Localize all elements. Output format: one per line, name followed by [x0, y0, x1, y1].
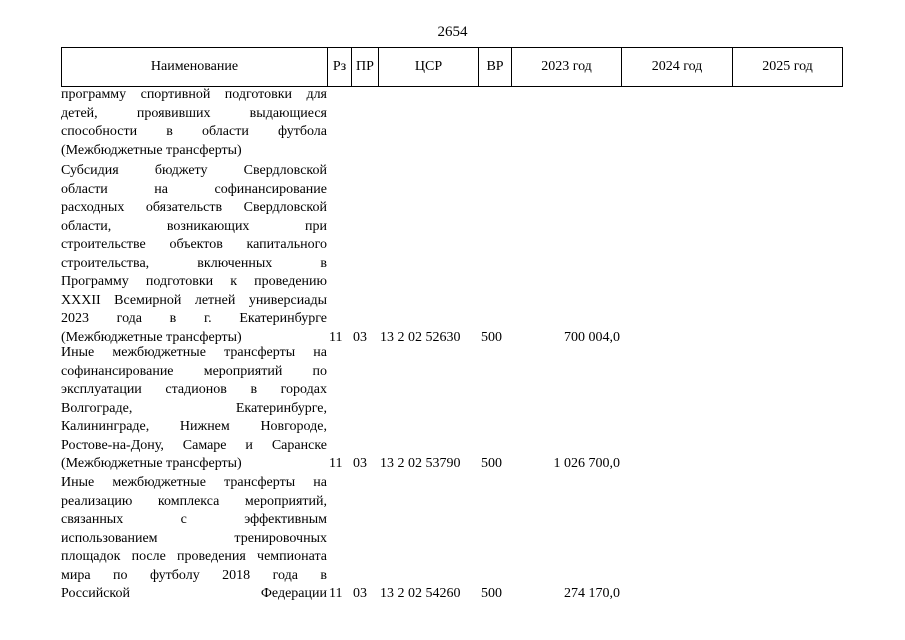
table-header — [61, 47, 843, 87]
cell-2023: 274 170,0 — [564, 586, 620, 601]
row-name-line: использованием тренировочных — [61, 530, 327, 546]
cell-pr: 03 — [353, 329, 367, 345]
header-name: Наименование — [62, 48, 328, 86]
cell-csr: 13 2 02 53790 — [380, 456, 461, 471]
header-vr: ВР — [479, 48, 512, 86]
row-name-line: программу спортивной подготовки для — [61, 87, 327, 102]
row-name-line: реализацию комплекса мероприятий, — [61, 493, 327, 509]
row-name-line: Программу подготовки к проведению — [61, 274, 327, 289]
header-csr: ЦСР — [379, 48, 479, 86]
cell-vr: 500 — [481, 586, 502, 601]
row-name — [61, 474, 327, 604]
row-name-line: связанных с эффективным — [61, 512, 327, 527]
row-name-line: области, возникающих при — [61, 218, 327, 234]
row-name-line: расходных обязательств Свердловской — [61, 200, 327, 215]
row-name-line: эксплуатации стадионов в городах — [61, 382, 327, 397]
row-name-line: строительства, включенных в — [61, 255, 327, 271]
page-number: 2654 — [437, 24, 468, 40]
row-name-line: строительстве объектов капитального — [61, 237, 327, 252]
row-name-line: Калининграде, Нижнем Новгороде, — [61, 419, 327, 434]
header-2024: 2024 год — [622, 48, 733, 86]
row-name-line: детей, проявивших выдающиеся — [61, 105, 327, 121]
row-name-line: Иные межбюджетные трансферты на — [61, 345, 327, 360]
row-name-line: софинансирование мероприятий по — [61, 363, 327, 379]
row-name-line: области на софинансирование — [61, 181, 327, 197]
cell-csr: 13 2 02 52630 — [380, 329, 461, 345]
row-name-line: (Межбюджетные трансферты) — [61, 456, 242, 471]
header-rz: Рз — [328, 48, 352, 86]
cell-rz: 11 — [329, 586, 343, 601]
header-2023: 2023 год — [512, 48, 622, 86]
row-name-line: Субсидия бюджету Свердловской — [61, 163, 327, 178]
row-name-line: площадок после проведения чемпионата — [61, 549, 327, 564]
row-name-line: 2023 года в г. Екатеринбурге — [61, 311, 327, 326]
cell-2023: 700 004,0 — [564, 329, 620, 345]
cell-vr: 500 — [481, 329, 502, 345]
header-pr: ПР — [352, 48, 379, 86]
cell-2023: 1 026 700,0 — [553, 456, 620, 471]
row-name-line: XXXII Всемирной летней универсиады — [61, 292, 327, 308]
cell-csr: 13 2 02 54260 — [380, 586, 461, 601]
row-name — [61, 86, 327, 160]
cell-rz: 11 — [329, 456, 343, 471]
row-name-line: Волгограде, Екатеринбурге, — [61, 400, 327, 416]
cell-pr: 03 — [353, 456, 367, 471]
row-name-line: Ростове-на-Дону, Самаре и Саранске — [61, 437, 327, 453]
row-name-line: Российской Федерации — [61, 586, 327, 601]
cell-vr: 500 — [481, 456, 502, 471]
cell-rz: 11 — [329, 329, 343, 345]
row-name — [61, 344, 327, 474]
row-name-line: (Межбюджетные трансферты) — [61, 142, 242, 158]
cell-pr: 03 — [353, 586, 367, 601]
row-name-line: (Межбюджетные трансферты) — [61, 329, 242, 345]
row-name-line: Иные межбюджетные трансферты на — [61, 475, 327, 490]
row-name-line: мира по футболу 2018 года в — [61, 567, 327, 583]
row-name-line: способности в области футбола — [61, 124, 327, 139]
row-name — [61, 162, 327, 347]
header-2025: 2025 год — [762, 59, 813, 74]
